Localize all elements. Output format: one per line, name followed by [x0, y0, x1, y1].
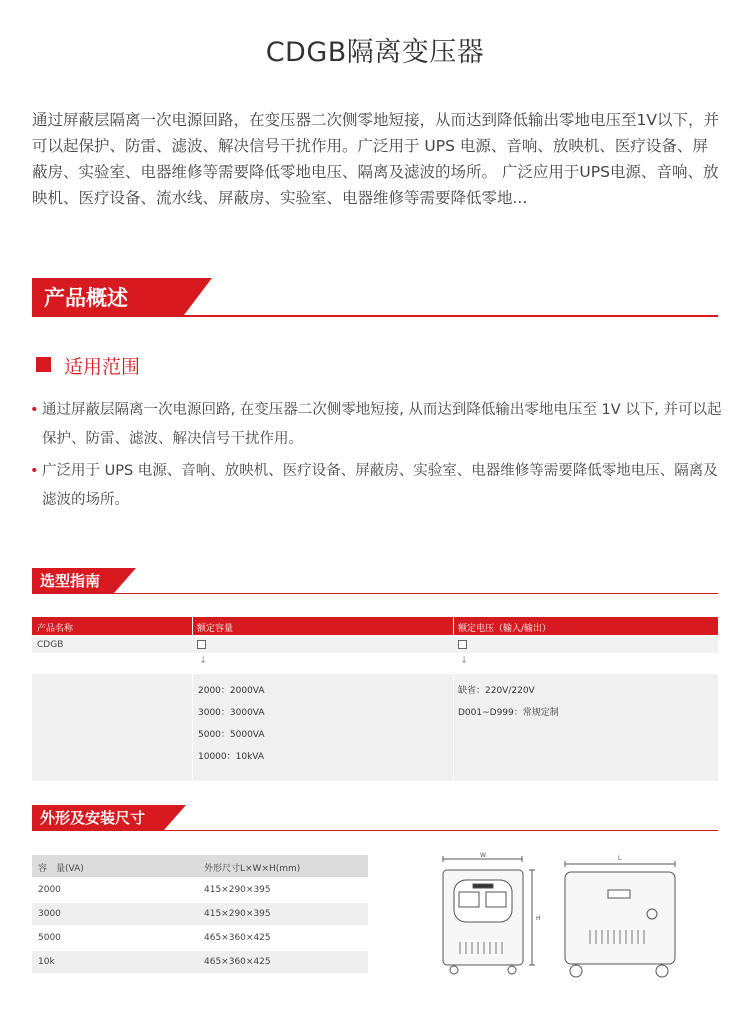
- table-cell: 415×290×395: [204, 909, 271, 919]
- table-cell: 465×360×425: [204, 957, 271, 967]
- column-divider: [192, 674, 193, 781]
- page-title: CDGB隔离变压器: [265, 37, 485, 68]
- table-row: [32, 927, 368, 949]
- list-item: [28, 457, 724, 515]
- section-heading-selection: 选型指南: [40, 572, 101, 590]
- capacity-checkbox[interactable]: [197, 640, 206, 649]
- section-header-overview: [32, 278, 718, 318]
- table-header: [32, 855, 368, 877]
- table-row: [32, 879, 368, 901]
- square-bullet-icon: [36, 357, 51, 372]
- list-item-text: 通过屏蔽层隔离一次电源回路, 在变压器二次侧零地短接, 从而达到降低输出零地电压至 1V 以下, 并可以起保护、防雷、滤波、解决信号干扰作用。: [42, 402, 722, 447]
- list-item: [28, 396, 724, 454]
- table-cell: 3000: [38, 909, 61, 919]
- column-header: 额定电压（输入/输出）: [458, 624, 552, 634]
- section-divider: [32, 593, 718, 594]
- table-cell: 465×360×425: [204, 933, 271, 943]
- voltage-checkbox[interactable]: [458, 640, 467, 649]
- height-label: H: [536, 915, 541, 922]
- section-heading-dimensions: 外形及安装尺寸: [40, 809, 146, 827]
- options-panel: [32, 674, 718, 781]
- table-cell: 415×290×395: [204, 885, 271, 895]
- bullet-dot-icon: •: [30, 463, 39, 479]
- section-header-selection: [32, 568, 718, 596]
- column-header: 外形尺寸L×W×H(mm): [204, 864, 301, 874]
- section-header-dimensions: [32, 805, 718, 833]
- voltage-option: D001~D999：常规定制: [458, 708, 559, 718]
- subsection-heading: 适用范围: [64, 356, 141, 378]
- column-divider: [453, 617, 454, 635]
- capacity-option: 5000：5000VA: [198, 730, 265, 740]
- transformer-outline-drawing: [440, 850, 730, 980]
- column-header: 容 量(VA): [38, 864, 84, 874]
- intro-paragraph: 通过屏蔽层隔离一次电源回路，在变压器二次侧零地短接，从而达到降低输出零地电压至1V以下，并可以起保护、防雷、滤波、解决信号干扰作用。广泛用于 UPS 电源、音响、放映机、医疗设备、屏蔽房、实验室、电器维修等需要降低零地电压、隔离及滤波的场所。 广泛应用于UPS电源、音响、放映机、医疗设备、流水线、屏蔽房、实验室、电器维修等需要降低零地...: [32, 111, 719, 207]
- table-header: [32, 617, 718, 635]
- application-list: [28, 396, 724, 518]
- column-header: 额定容量: [197, 624, 234, 634]
- section-heading-overview: 产品概述: [44, 286, 128, 310]
- table-row: [32, 637, 718, 653]
- length-label: L: [618, 855, 622, 862]
- column-divider: [453, 674, 454, 781]
- width-label: W: [480, 852, 486, 859]
- column-header: 产品名称: [37, 624, 74, 634]
- arrow-down-icon: ↓: [460, 655, 469, 666]
- section-divider: [32, 315, 718, 317]
- capacity-option: 2000：2000VA: [198, 686, 265, 696]
- section-header-bar: [32, 278, 184, 315]
- table-row: [32, 903, 368, 925]
- bullet-dot-icon: •: [30, 402, 39, 418]
- table-cell: 2000: [38, 885, 61, 895]
- voltage-option: 缺省：220V/220V: [458, 686, 535, 696]
- product-code: CDGB: [37, 640, 64, 650]
- table-cell: 10k: [38, 957, 55, 967]
- table-cell: 5000: [38, 933, 61, 943]
- section-divider: [32, 830, 718, 831]
- capacity-option: 10000：10kVA: [198, 752, 265, 762]
- section-header-bar: [32, 805, 164, 830]
- arrow-down-icon: ↓: [199, 655, 208, 666]
- table-row: [32, 951, 368, 973]
- list-item-text: 广泛用于 UPS 电源、音响、放映机、医疗设备、屏蔽房、实验室、电器维修等需要降低零地电压、隔离及滤波的场所。: [42, 463, 718, 508]
- capacity-option: 3000：3000VA: [198, 708, 265, 718]
- column-divider: [192, 617, 193, 635]
- section-header-bar: [32, 568, 114, 593]
